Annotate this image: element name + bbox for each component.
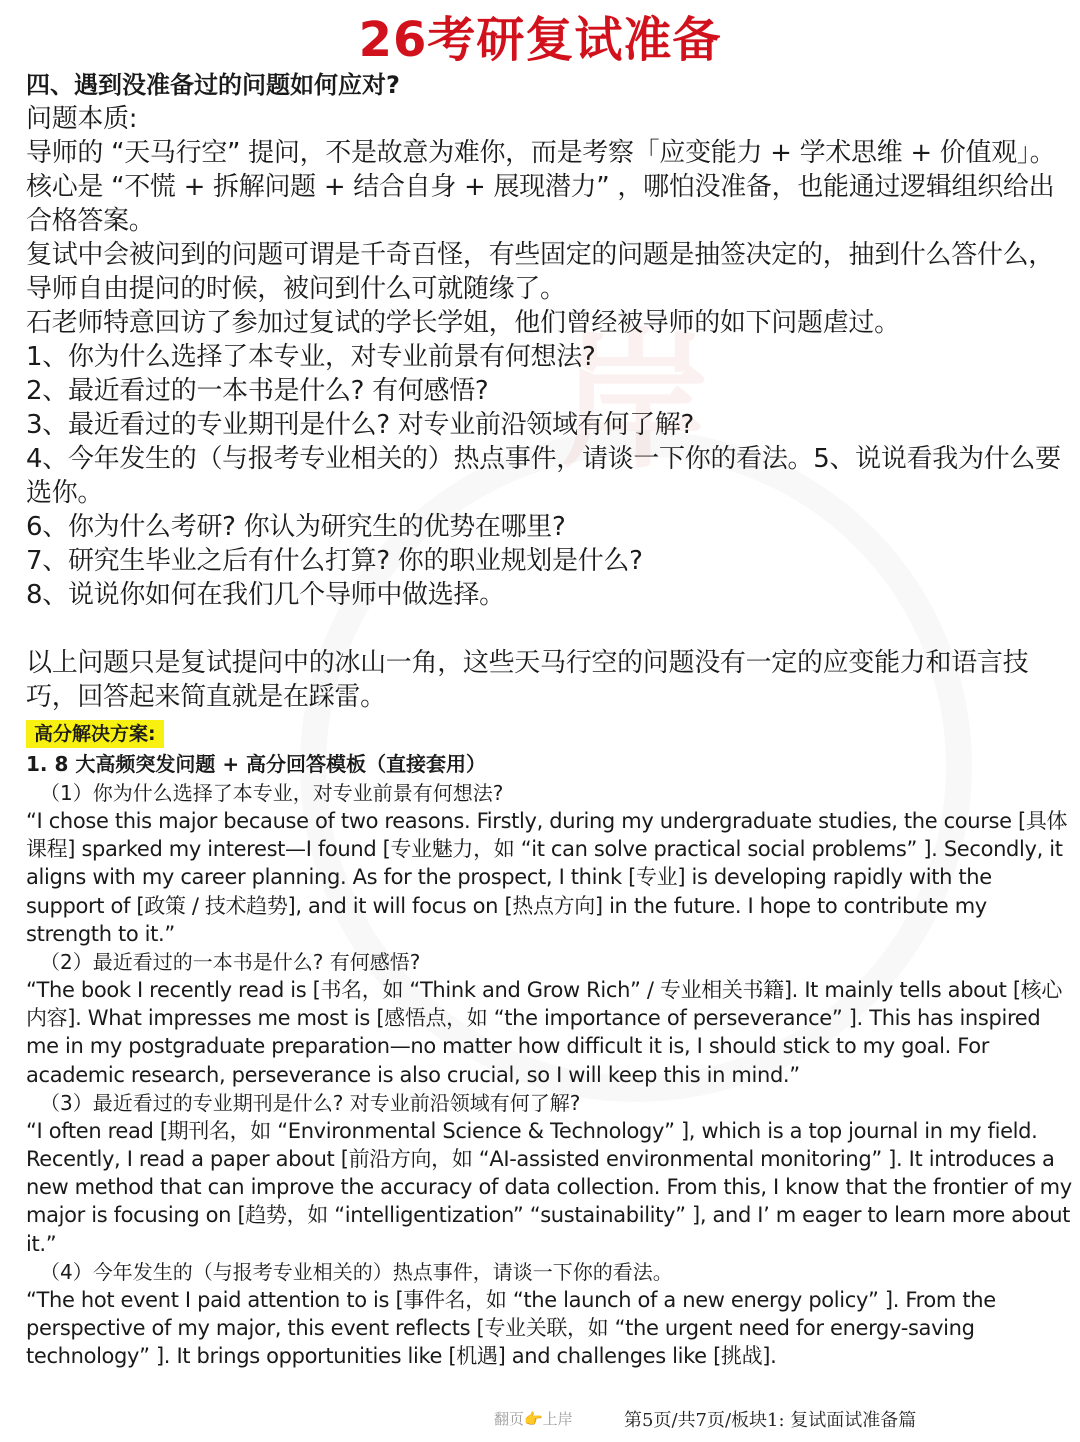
qa-question: （4）今年发生的（与报考专业相关的）热点事件，请谈一下你的看法。 [40,1259,673,1284]
qa-answer: “I chose this major because of two reasons. Firstly, during my undergraduate studies, the course [具体课程] sparked my interest—I found [专业魅力，如 “it can solve practical social problems” ]. Secondly, it aligns with my career planning. As for the prospect, I think [专业] is developing rapidly with the support of [政策 / 技术趋势], and it will focus on [热点方向] in the future. I hope to contribute my strength to it.” [26,809,1068,946]
qa-answer: “I often read [期刊名，如 “Environmental Science & Technology” ], which is a top journal in my field. Recently, I read a paper about [前沿方向，如 “AI-assisted environmental monitoring” ]. It introduces a new method that can improve the accuracy of data collection. From this, I know that the frontier of my major is focusing on [趋势，如 “intelligentization” “sustainability” ], and I’ m eager to learn more about it.” [26,1118,1072,1256]
question-list-item: 6、你为什么考研? 你认为研究生的优势在哪里? [26,512,566,542]
qa-answer: “The hot event I paid attention to is [事件名，如 “the launch of a new energy policy” ]. From the perspective of my major, this event reflects [专业关联，如 “the urgent need for energy-saving technology” ]. It brings opportunities like [机遇] and challenges like [挑战]. [26,1287,996,1369]
qa-question: （1）你为什么选择了本专业，对专业前景有何想法? [40,781,504,805]
question-list-item: 4、今年发生的（与报考专业相关的）热点事件，请谈一下你的看法。5、说说看我为什么要选你。 [26,444,1061,508]
qa-question: （2）最近看过的一本书是什么? 有何感悟? [40,950,421,975]
question-list-item: 2、最近看过的一本书是什么? 有何感悟? [26,376,489,406]
page-indicator: 第5页/共7页/板块1: 复试面试准备篇 [624,1410,917,1431]
watermark-logo: 岸 [560,315,711,489]
qa-answer: “The book I recently read is [书名，如 “Think and Grow Rich” / 专业相关书籍]. It mainly tells about [核心内容]. What impresses me most is [感悟点，如 “the importance of perseverance” ]. This has inspired me in my postgraduate preparation—no matter how difficult it is, I should stick to my goal. For academic research, perseverance is also crucial, so I will keep this in mind.” [26,978,1062,1087]
highlight-badge: 高分解决方案: [26,720,164,748]
document-body [26,68,1076,1370]
qa-question: （3）最近看过的专业期刊是什么? 对专业前沿领域有何了解? [40,1090,581,1115]
summary-paragraph: 以上问题只是复试提问中的冰山一角，这些天马行空的问题没有一定的应变能力和语言技巧，回答起来简直就是在踩雷。 [26,648,1029,712]
question-list-item: 1、你为什么选择了本专业，对专业前景有何想法? [26,342,596,372]
intro-label: 问题本质: [26,104,138,134]
page-title: 26考研复试准备 [358,12,722,68]
highlight-badge-row [26,720,1076,749]
question-list-item: 7、研究生毕业之后有什么打算? 你的职业规划是什么? [26,546,643,576]
intro-paragraph: 石老师特意回访了参加过复试的学长学姐，他们曾经被导师的如下问题虐过。 [26,308,900,338]
page-turn-hint: 翻页👉上岸 [494,1410,573,1428]
intro-paragraph: 导师的 “天马行空” 提问，不是故意为难你，而是考察「应变能力 + 学术思维 + 价值观」。核心是 “不慌 + 拆解问题 + 结合自身 + 展现潜力” ，哪怕没准备，也能通过逻辑组织给出合格答案。 [26,138,1056,236]
sub-heading: 1. 8 大高频突发问题 + 高分回答模板（直接套用） [26,752,487,776]
section-heading: 四、遇到没准备过的问题如何应对? [26,71,400,99]
page-footer [0,1404,1080,1434]
spacer [26,612,1076,646]
question-list-item: 8、说说你如何在我们几个导师中做选择。 [26,580,505,610]
intro-paragraph: 复试中会被问到的问题可谓是千奇百怪，有些固定的问题是抽签决定的，抽到什么答什么，导师自由提问的时候，被问到什么可就随缘了。 [26,240,1055,304]
question-list-item: 3、最近看过的专业期刊是什么? 对专业前沿领域有何了解? [26,410,695,440]
